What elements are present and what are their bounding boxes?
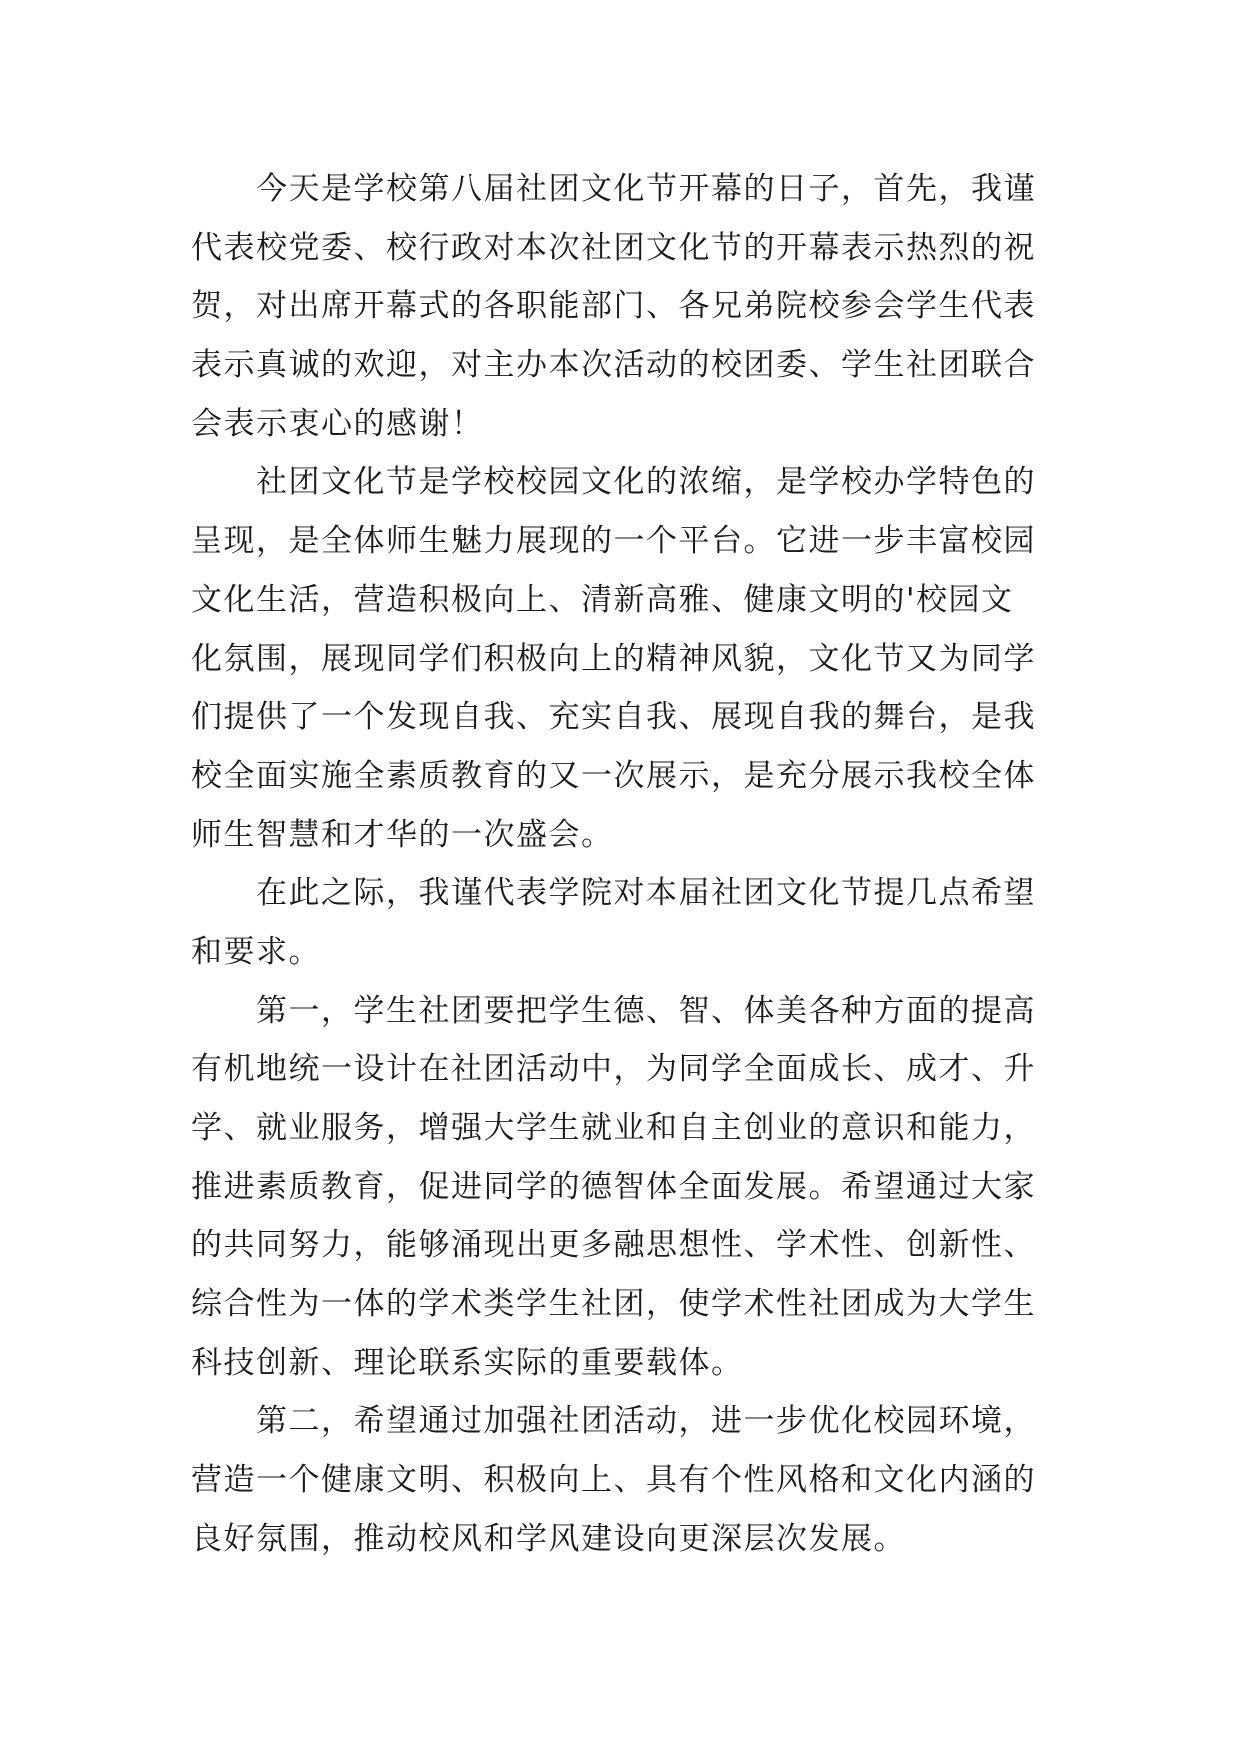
text-line: 呈现，是全体师生魅力展现的一个平台。它进一步丰富校园 [191, 523, 1036, 560]
text-line: 贺，对出席开幕式的各职能部门、各兄弟院校参会学生代表 [191, 288, 1036, 325]
text-line: 的共同努力，能够涌现出更多融思想性、学术性、创新性、 [191, 1227, 1036, 1264]
paragraph-4 [191, 982, 1051, 1393]
text-line: 化氛围，展现同学们积极向上的精神风貌，文化节又为同学 [191, 640, 1036, 677]
text-line: 校全面实施全素质教育的又一次展示，是充分展示我校全体 [191, 757, 1036, 794]
text-line: 学、就业服务，增强大学生就业和自主创业的意识和能力， [191, 1110, 1036, 1146]
text-line: 们提供了一个发现自我、充实自我、展现自我的舞台，是我 [191, 699, 1036, 736]
text-line: 社团文化节是学校校园文化的浓缩，是学校办学特色的 [256, 464, 1036, 501]
text-line: 代表校党委、校行政对本次社团文化节的开幕表示热烈的祝 [191, 229, 1036, 266]
paragraph-1 [191, 160, 1051, 453]
paragraph-2 [191, 453, 1051, 864]
text-line: 推进素质教育，促进同学的德智体全面发展。希望通过大家 [191, 1168, 1036, 1205]
paragraph-5 [191, 1392, 1051, 1568]
paragraph-3 [191, 864, 1051, 981]
text-line: 会表示衷心的感谢！ [191, 405, 484, 442]
text-line: 综合性为一体的学术类学生社团，使学术性社团成为大学生 [191, 1286, 1036, 1323]
text-line: 今天是学校第八届社团文化节开幕的日子，首先，我谨 [256, 171, 1036, 207]
text-line: 科技创新、理论联系实际的重要载体。 [191, 1344, 744, 1381]
text-line: 表示真诚的欢迎，对主办本次活动的校团委、学生社团联合 [191, 347, 1036, 384]
text-line: 师生智慧和才华的一次盛会。 [191, 816, 614, 853]
document-body [191, 160, 1051, 1569]
text-line: 第一，学生社团要把学生德、智、体美各种方面的提高 [256, 992, 1036, 1029]
text-line: 文化生活，营造积极向上、清新高雅、健康文明的'校园文 [191, 581, 1014, 618]
text-line: 有机地统一设计在社团活动中，为同学全面成长、成才、升 [191, 1051, 1036, 1088]
text-line: 营造一个健康文明、积极向上、具有个性风格和文化内涵的 [191, 1462, 1036, 1499]
text-line: 良好氛围，推动校风和学风建设向更深层次发展。 [191, 1520, 906, 1557]
text-line: 和要求。 [191, 933, 321, 970]
text-line: 在此之际，我谨代表学院对本届社团文化节提几点希望 [256, 875, 1036, 912]
text-line: 第二，希望通过加强社团活动，进一步优化校园环境， [256, 1403, 1036, 1440]
